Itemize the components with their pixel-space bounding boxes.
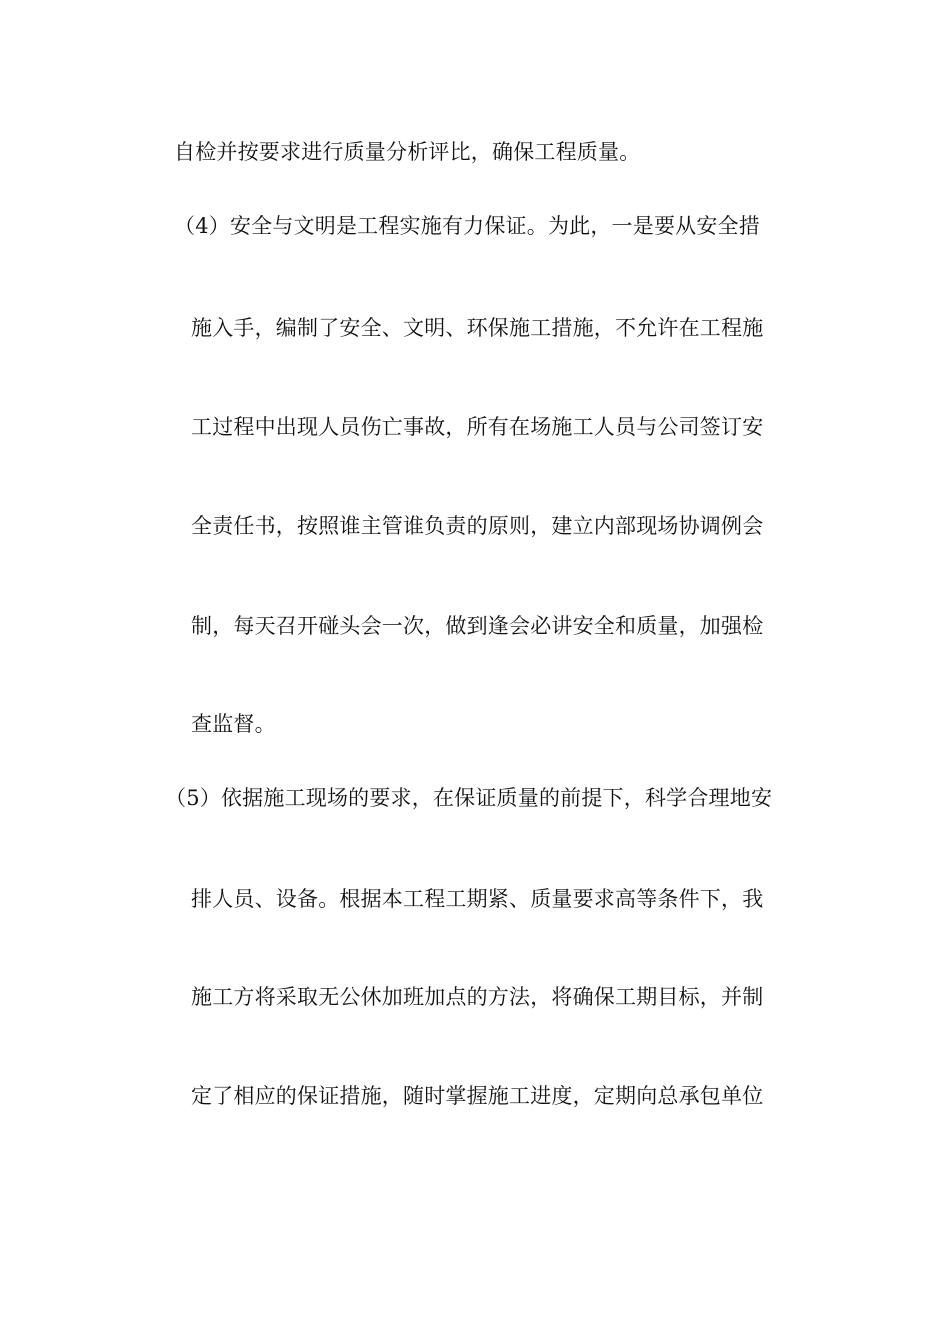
text-line: 工过程中出现人员伤亡事故，所有在场施工人员与公司签订安 bbox=[191, 415, 764, 439]
text-line: （4）安全与文明是工程实施有力保证。为此，一是要从安全措 bbox=[174, 214, 760, 238]
text-line: 施工方将采取无公休加班加点的方法，将确保工期目标，并制 bbox=[191, 985, 764, 1009]
text-line: 自检并按要求进行质量分析评比，确保工程质量。 bbox=[174, 140, 641, 164]
text-line: 制，每天召开碰头会一次，做到逢会必讲安全和质量，加强检 bbox=[191, 614, 764, 638]
text-line: （5）依据施工现场的要求，在保证质量的前提下，科学合理地安 bbox=[165, 786, 773, 810]
text-line: 查监督。 bbox=[191, 712, 276, 736]
text-line: 排人员、设备。根据本工程工期紧、质量要求高等条件下，我 bbox=[191, 887, 764, 911]
text-line: 定了相应的保证措施，随时掌握施工进度，定期向总承包单位 bbox=[191, 1084, 764, 1108]
text-line: 施入手，编制了安全、文明、环保施工措施，不允许在工程施 bbox=[191, 316, 764, 340]
text-line: 全责任书，按照谁主管谁负责的原则，建立内部现场协调例会 bbox=[191, 514, 764, 538]
